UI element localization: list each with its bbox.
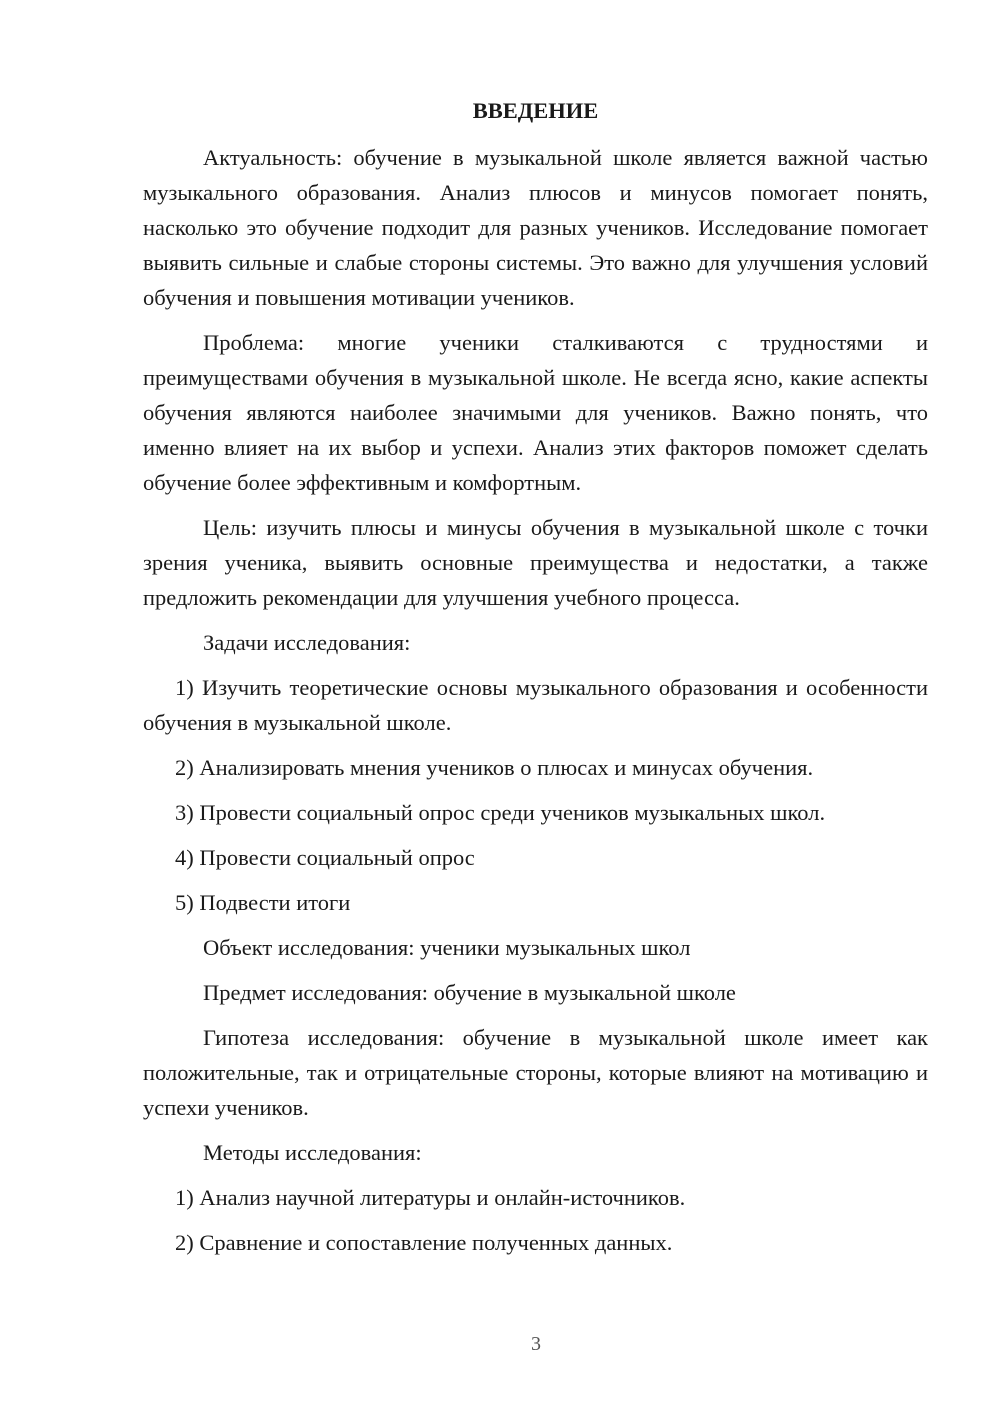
document-body [143,93,928,1260]
tasks-heading: Задачи исследования: [203,630,411,655]
relevance-paragraph: Актуальность: обучение в музыкальной школе является важной частью музыкального образования. Анализ плюсов и минусов помогает понять, насколько это обучение подходит для разных учеников. Исследование помогает выявить сильные и слабые стороны системы. Это важно для улучшения условий обучения и повышения мотивации учеников. [143,145,928,310]
method-item-1: 1) Анализ научной литературы и онлайн-источников. [175,1185,686,1210]
section-title: ВВЕДЕНИЕ [472,98,599,123]
methods-heading: Методы исследования: [203,1140,422,1165]
page-number: 3 [531,1333,541,1355]
method-item-2: 2) Сравнение и сопоставление полученных данных. [175,1230,673,1255]
task-item-3: 3) Провести социальный опрос среди учеников музыкальных школ. [175,800,826,825]
goal-paragraph: Цель: изучить плюсы и минусы обучения в музыкальной школе с точки зрения ученика, выявить основные преимущества и недостатки, а также предложить рекомендации для улучшения учебного процесса. [143,515,928,610]
problem-paragraph: Проблема: многие ученики сталкиваются с трудностями и преимуществами обучения в музыкальной школе. Не всегда ясно, какие аспекты обучения являются наиболее значимыми для учеников. Важно понять, что именно влияет на их выбор и успехи. Анализ этих факторов поможет сделать обучение более эффективным и комфортным. [143,330,928,495]
task-item-4: 4) Провести социальный опрос [175,845,475,870]
task-item-1: 1) Изучить теоретические основы музыкального образования и особенности обучения в музыкальной школе. [143,675,928,735]
object-paragraph: Объект исследования: ученики музыкальных школ [203,935,691,960]
subject-paragraph: Предмет исследования: обучение в музыкальной школе [203,980,736,1005]
hypothesis-paragraph: Гипотеза исследования: обучение в музыкальной школе имеет как положительные, так и отрицательные стороны, которые влияют на мотивацию и успехи учеников. [143,1025,928,1120]
task-item-5: 5) Подвести итоги [175,890,351,915]
task-item-2: 2) Анализировать мнения учеников о плюсах и минусах обучения. [175,755,814,780]
